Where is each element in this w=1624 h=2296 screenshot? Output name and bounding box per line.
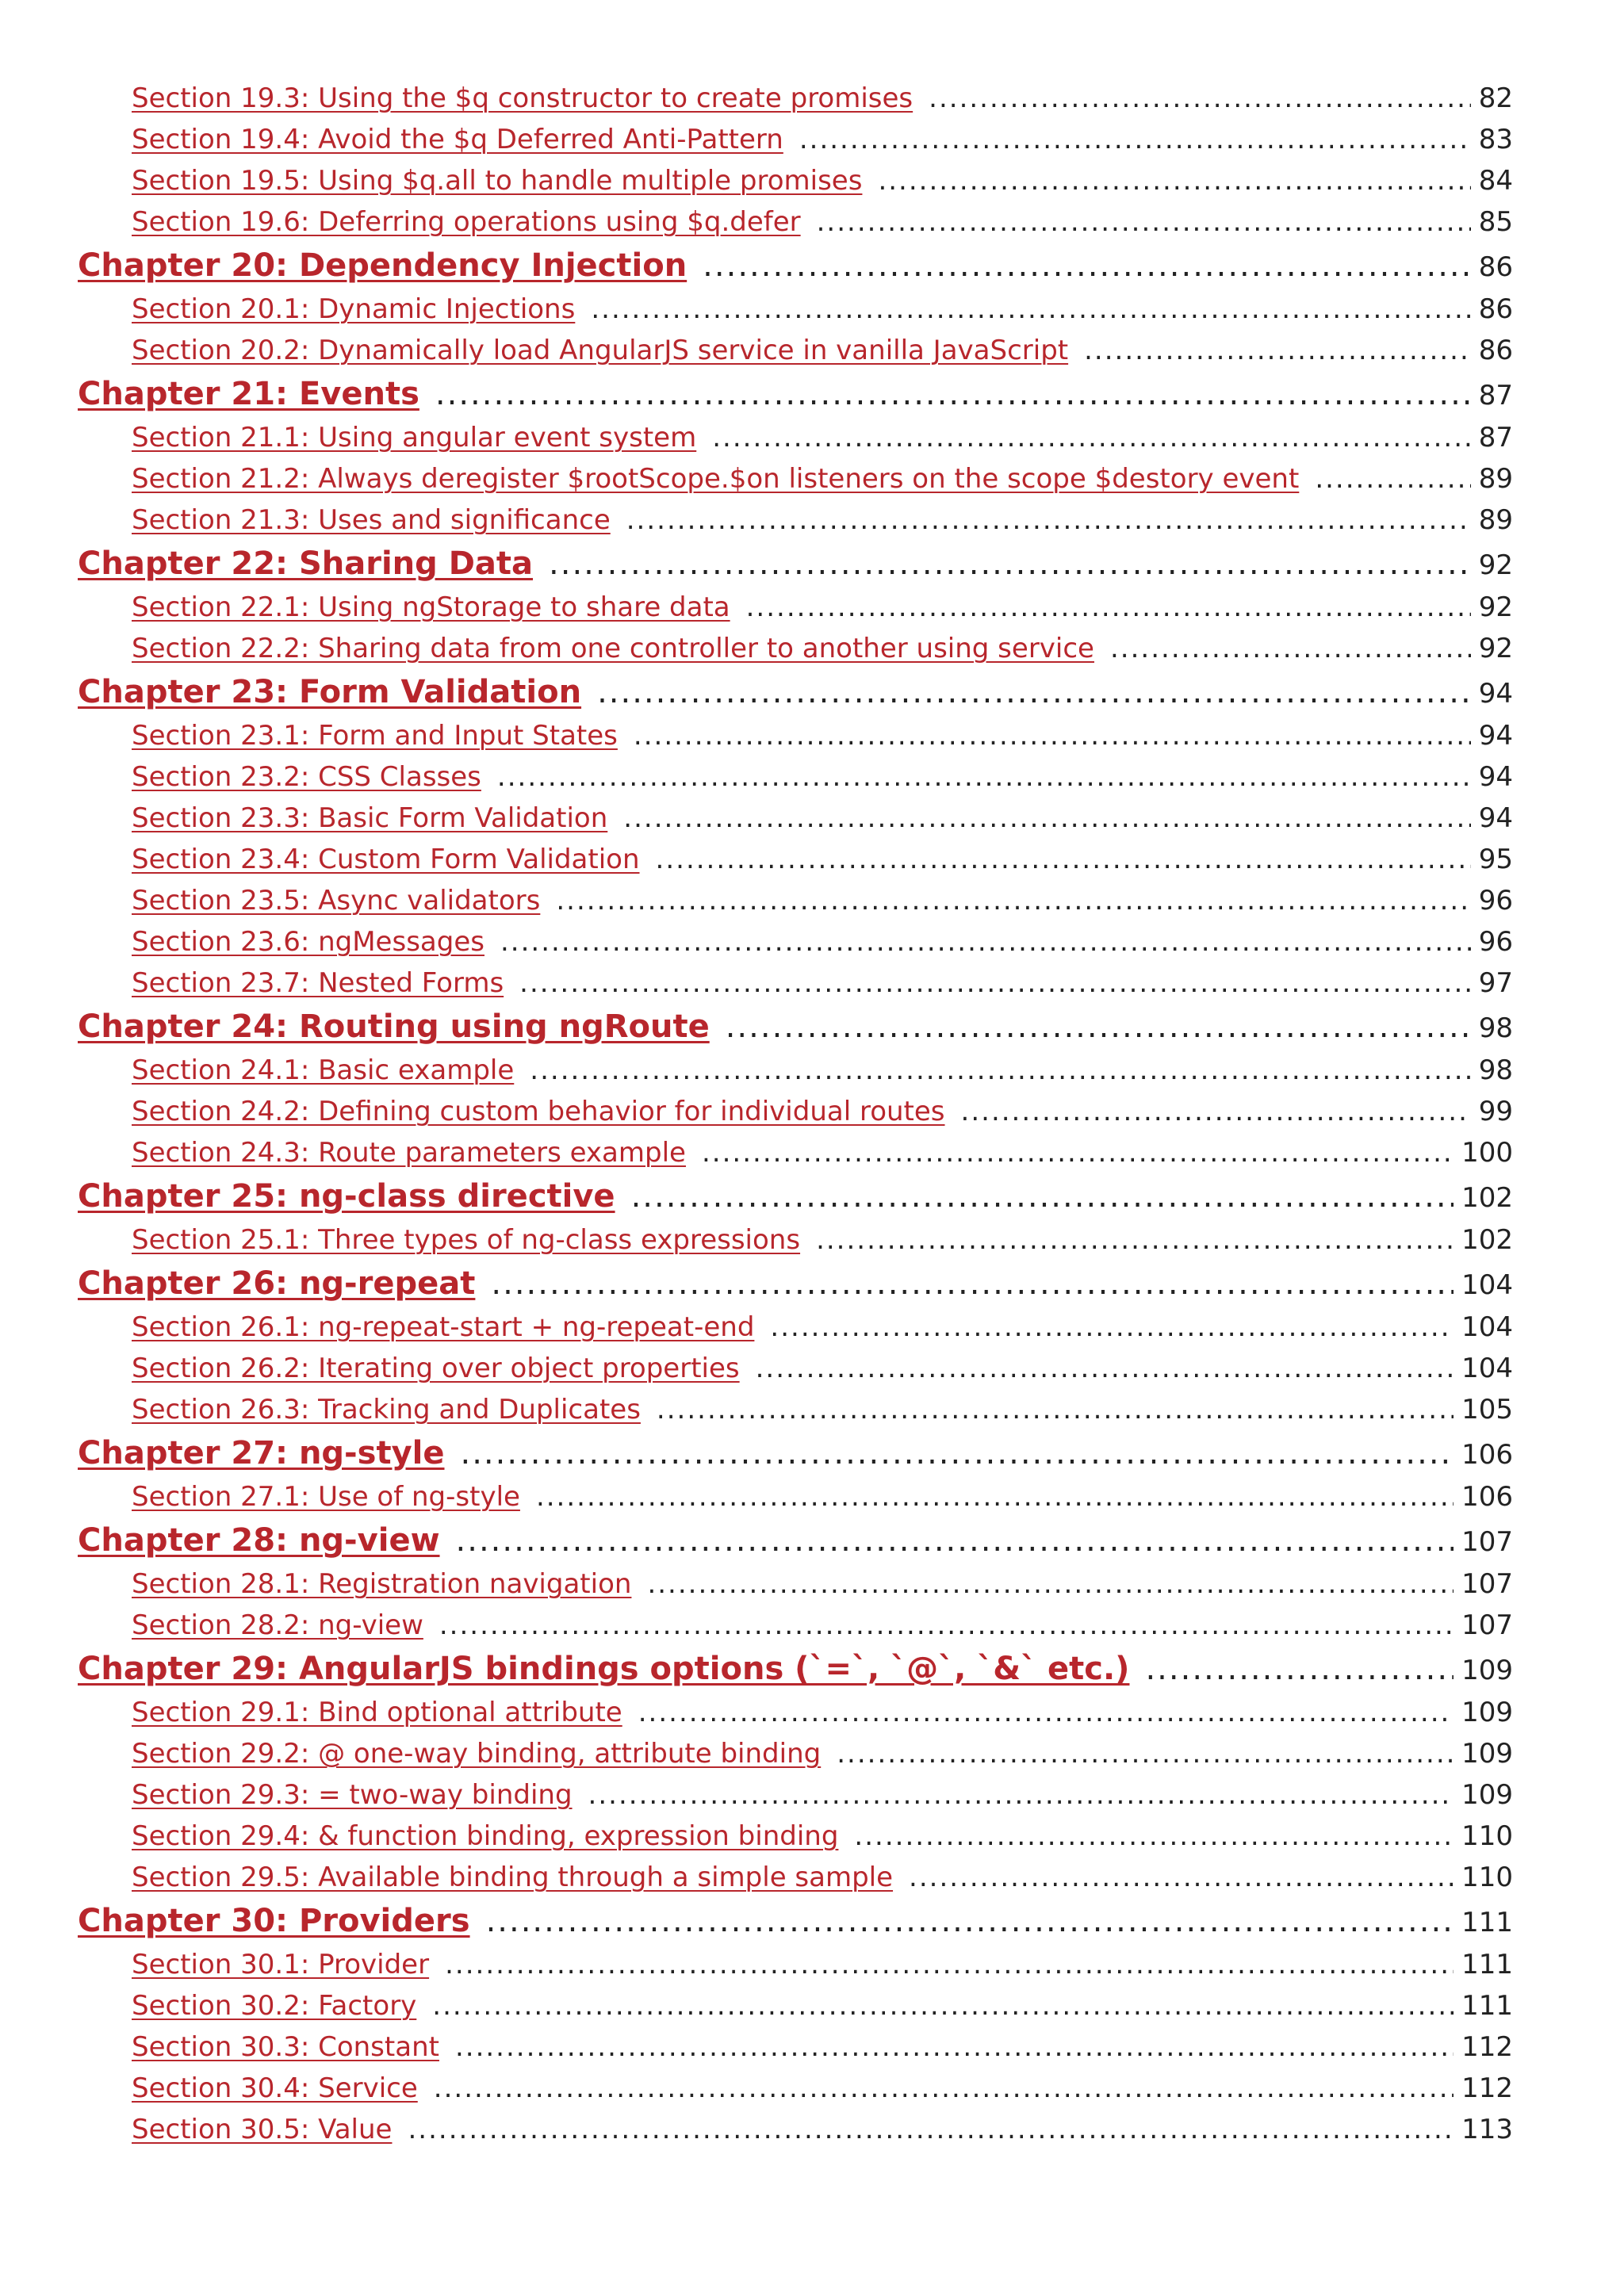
toc-section-row[interactable] — [78, 715, 1513, 756]
page-number: 109 — [1461, 1655, 1513, 1686]
page-number: 109 — [1461, 1697, 1513, 1728]
dot-leader — [588, 1774, 1454, 1816]
toc-section-row[interactable] — [78, 119, 1513, 160]
toc-section-row[interactable] — [78, 201, 1513, 243]
section-link[interactable]: Section 19.6: Deferring operations using $q.defer — [132, 206, 801, 238]
page-number: 99 — [1478, 1096, 1513, 1127]
toc-chapter-row[interactable] — [78, 1173, 1513, 1219]
page-number: 104 — [1461, 1353, 1513, 1384]
chapter-link[interactable]: Chapter 20: Dependency Injection — [78, 247, 688, 284]
chapter-link[interactable]: Chapter 21: Events — [78, 376, 419, 412]
page-number: 92 — [1478, 591, 1513, 623]
section-link[interactable]: Section 26.2: Iterating over object properties — [132, 1353, 740, 1384]
section-link[interactable]: Section 30.5: Value — [132, 2114, 393, 2145]
dot-leader — [631, 1173, 1454, 1219]
page-number: 89 — [1478, 463, 1513, 495]
toc-section-row[interactable] — [78, 1605, 1513, 1646]
toc-section-row[interactable] — [78, 1857, 1513, 1898]
toc-section-row[interactable] — [78, 880, 1513, 921]
page-number: 102 — [1461, 1224, 1513, 1256]
section-link[interactable]: Section 23.6: ngMessages — [132, 926, 485, 958]
toc-chapter-row[interactable] — [78, 1004, 1513, 1050]
section-link[interactable]: Section 24.3: Route parameters example — [132, 1137, 686, 1169]
toc-section-row[interactable] — [78, 1219, 1513, 1261]
toc-section-row[interactable] — [78, 1985, 1513, 2026]
toc-section-row[interactable] — [78, 78, 1513, 119]
page-number: 109 — [1461, 1738, 1513, 1770]
section-link[interactable]: Section 23.3: Basic Form Validation — [132, 802, 608, 834]
dot-leader — [1315, 458, 1470, 499]
toc-section-row[interactable] — [78, 289, 1513, 330]
section-link[interactable]: Section 23.5: Async validators — [132, 885, 541, 916]
dot-leader — [432, 1985, 1454, 2026]
section-link[interactable]: Section 26.3: Tracking and Duplicates — [132, 1394, 641, 1425]
page-number: 92 — [1478, 549, 1513, 581]
table-of-contents — [78, 78, 1513, 2150]
toc-section-row[interactable] — [78, 1091, 1513, 1132]
dot-leader — [434, 2068, 1454, 2109]
section-link[interactable]: Section 21.1: Using angular event system — [132, 422, 697, 453]
dot-leader — [591, 289, 1470, 330]
page-number: 94 — [1478, 720, 1513, 752]
dot-leader — [626, 499, 1471, 541]
dot-leader — [634, 715, 1471, 756]
chapter-link[interactable]: Chapter 23: Form Validation — [78, 674, 582, 710]
section-link[interactable]: Section 30.1: Provider — [132, 1949, 430, 1980]
dot-leader — [519, 962, 1471, 1004]
toc-section-row[interactable] — [78, 1348, 1513, 1389]
dot-leader — [854, 1816, 1454, 1857]
dot-leader — [961, 1091, 1471, 1132]
dot-leader — [712, 417, 1471, 458]
section-link[interactable]: Section 29.4: & function binding, expression binding — [132, 1820, 839, 1852]
section-link[interactable]: Section 30.4: Service — [132, 2072, 418, 2104]
dot-leader — [656, 839, 1471, 880]
page-number: 111 — [1461, 1907, 1513, 1938]
section-link[interactable]: Section 30.2: Factory — [132, 1990, 417, 2022]
section-link[interactable]: Section 22.2: Sharing data from one controller to another using service — [132, 633, 1094, 664]
dot-leader — [746, 587, 1471, 628]
toc-section-row[interactable] — [78, 587, 1513, 628]
page-number: 86 — [1478, 251, 1513, 283]
chapter-link[interactable]: Chapter 28: ng-view — [78, 1522, 440, 1559]
toc-section-row[interactable] — [78, 1774, 1513, 1816]
section-link[interactable]: Section 23.1: Form and Input States — [132, 720, 618, 752]
dot-leader — [455, 2026, 1454, 2068]
page-number: 110 — [1461, 1820, 1513, 1852]
section-link[interactable]: Section 30.3: Constant — [132, 2031, 439, 2063]
page-number: 94 — [1478, 761, 1513, 793]
dot-leader — [408, 2109, 1454, 2150]
page-number: 112 — [1461, 2031, 1513, 2063]
toc-section-row[interactable] — [78, 1733, 1513, 1774]
page-number: 110 — [1461, 1862, 1513, 1893]
toc-section-row[interactable] — [78, 458, 1513, 499]
dot-leader — [909, 1857, 1454, 1898]
toc-chapter-row[interactable] — [78, 1261, 1513, 1307]
page-number: 87 — [1478, 380, 1513, 411]
page-number: 105 — [1461, 1394, 1513, 1425]
section-link[interactable]: Section 19.4: Avoid the $q Deferred Anti-Pattern — [132, 124, 783, 155]
dot-leader — [1145, 1646, 1454, 1692]
section-link[interactable]: Section 27.1: Use of ng-style — [132, 1481, 520, 1513]
dot-leader — [536, 1476, 1454, 1517]
toc-section-row[interactable] — [78, 1692, 1513, 1733]
page-number: 104 — [1461, 1269, 1513, 1301]
toc-section-row[interactable] — [78, 499, 1513, 541]
dot-leader — [549, 541, 1471, 587]
dot-leader — [647, 1563, 1454, 1605]
toc-section-row[interactable] — [78, 1389, 1513, 1430]
page-number: 86 — [1478, 335, 1513, 366]
dot-leader — [703, 243, 1471, 289]
section-link[interactable]: Section 26.1: ng-repeat-start + ng-repeat-end — [132, 1311, 755, 1343]
dot-leader — [756, 1348, 1454, 1389]
page-number: 111 — [1461, 1990, 1513, 2022]
section-link[interactable]: Section 21.2: Always deregister $rootScope.$on listeners on the scope $destory event — [132, 463, 1300, 495]
section-link[interactable]: Section 23.7: Nested Forms — [132, 967, 504, 999]
toc-chapter-row[interactable] — [78, 1517, 1513, 1563]
chapter-link[interactable]: Chapter 25: ng-class directive — [78, 1178, 615, 1215]
dot-leader — [456, 1517, 1454, 1563]
section-link[interactable]: Section 25.1: Three types of ng-class expressions — [132, 1224, 801, 1256]
toc-section-row[interactable] — [78, 2026, 1513, 2068]
dot-leader — [530, 1050, 1470, 1091]
dot-leader — [500, 921, 1471, 962]
dot-leader — [817, 201, 1471, 243]
toc-section-row[interactable] — [78, 1563, 1513, 1605]
section-link[interactable]: Section 29.2: @ one-way binding, attribute binding — [132, 1738, 822, 1770]
dot-leader — [461, 1430, 1454, 1476]
dot-leader — [486, 1898, 1454, 1944]
toc-section-row[interactable] — [78, 1476, 1513, 1517]
dot-leader — [726, 1004, 1471, 1050]
toc-chapter-row[interactable] — [78, 669, 1513, 715]
chapter-link[interactable]: Chapter 27: ng-style — [78, 1435, 445, 1471]
section-link[interactable]: Section 23.2: CSS Classes — [132, 761, 481, 793]
section-link[interactable]: Section 22.1: Using ngStorage to share data — [132, 591, 730, 623]
page-number: 113 — [1461, 2114, 1513, 2145]
toc-chapter-row[interactable] — [78, 541, 1513, 587]
dot-leader — [1110, 628, 1471, 669]
section-link[interactable]: Section 20.1: Dynamic Injections — [132, 293, 576, 325]
page-number: 87 — [1478, 422, 1513, 453]
dot-leader — [491, 1261, 1454, 1307]
dot-leader — [929, 78, 1471, 119]
page-number: 95 — [1478, 844, 1513, 875]
section-link[interactable]: Section 28.2: ng-view — [132, 1609, 423, 1641]
page-number: 89 — [1478, 504, 1513, 536]
section-link[interactable]: Section 19.5: Using $q.all to handle multiple promises — [132, 165, 863, 197]
page-number: 107 — [1461, 1609, 1513, 1641]
dot-leader — [556, 880, 1470, 921]
toc-section-row[interactable] — [78, 921, 1513, 962]
toc-section-row[interactable] — [78, 2109, 1513, 2150]
toc-section-row[interactable] — [78, 798, 1513, 839]
section-link[interactable]: Section 29.3: = two-way binding — [132, 1779, 573, 1811]
section-link[interactable]: Section 19.3: Using the $q constructor to create promises — [132, 82, 914, 114]
toc-section-row[interactable] — [78, 330, 1513, 371]
dot-leader — [770, 1307, 1454, 1348]
chapter-link[interactable]: Chapter 26: ng-repeat — [78, 1265, 476, 1302]
toc-section-row[interactable] — [78, 1132, 1513, 1173]
section-link[interactable]: Section 28.1: Registration navigation — [132, 1568, 632, 1600]
section-link[interactable]: Section 24.1: Basic example — [132, 1054, 515, 1086]
dot-leader — [799, 119, 1471, 160]
page-number: 102 — [1461, 1182, 1513, 1214]
toc-section-row[interactable] — [78, 2068, 1513, 2109]
section-link[interactable]: Section 20.2: Dynamically load AngularJS service in vanilla JavaScript — [132, 335, 1069, 366]
page-number: 100 — [1461, 1137, 1513, 1169]
page-number: 96 — [1478, 885, 1513, 916]
dot-leader — [1084, 330, 1471, 371]
toc-section-row[interactable] — [78, 628, 1513, 669]
dot-leader — [837, 1733, 1454, 1774]
toc-chapter-row[interactable] — [78, 1430, 1513, 1476]
dot-leader — [638, 1692, 1454, 1733]
page-number: 104 — [1461, 1311, 1513, 1343]
page-number: 86 — [1478, 293, 1513, 325]
dot-leader — [435, 371, 1471, 417]
toc-chapter-row[interactable] — [78, 371, 1513, 417]
chapter-link[interactable]: Chapter 24: Routing using ngRoute — [78, 1008, 710, 1045]
toc-chapter-row[interactable] — [78, 243, 1513, 289]
toc-section-row[interactable] — [78, 962, 1513, 1004]
toc-section-row[interactable] — [78, 417, 1513, 458]
page-number: 94 — [1478, 802, 1513, 834]
dot-leader — [702, 1132, 1454, 1173]
section-link[interactable]: Section 21.3: Uses and significance — [132, 504, 611, 536]
toc-section-row[interactable] — [78, 1944, 1513, 1985]
page-number: 82 — [1478, 82, 1513, 114]
page-number: 109 — [1461, 1779, 1513, 1811]
chapter-link[interactable]: Chapter 29: AngularJS bindings options (`=`, `@`, `&` etc.) — [78, 1651, 1130, 1687]
dot-leader — [816, 1219, 1454, 1261]
page-number: 92 — [1478, 633, 1513, 664]
toc-section-row[interactable] — [78, 839, 1513, 880]
section-link[interactable]: Section 24.2: Defining custom behavior for individual routes — [132, 1096, 945, 1127]
toc-section-row[interactable] — [78, 1816, 1513, 1857]
section-link[interactable]: Section 29.5: Available binding through a simple sample — [132, 1862, 894, 1893]
chapter-link[interactable]: Chapter 30: Providers — [78, 1903, 470, 1939]
toc-section-row[interactable] — [78, 1307, 1513, 1348]
dot-leader — [623, 798, 1470, 839]
page-number: 83 — [1478, 124, 1513, 155]
section-link[interactable]: Section 29.1: Bind optional attribute — [132, 1697, 622, 1728]
page-number: 111 — [1461, 1949, 1513, 1980]
dot-leader — [497, 756, 1471, 798]
dot-leader — [439, 1605, 1454, 1646]
chapter-link[interactable]: Chapter 22: Sharing Data — [78, 545, 534, 582]
toc-section-row[interactable] — [78, 160, 1513, 201]
page-number: 94 — [1478, 678, 1513, 710]
dot-leader — [878, 160, 1470, 201]
page-number: 98 — [1478, 1012, 1513, 1044]
page-number: 107 — [1461, 1568, 1513, 1600]
page-number: 84 — [1478, 165, 1513, 197]
page-number: 112 — [1461, 2072, 1513, 2104]
dot-leader — [657, 1389, 1454, 1430]
toc-chapter-row[interactable] — [78, 1898, 1513, 1944]
page-number: 96 — [1478, 926, 1513, 958]
dot-leader — [445, 1944, 1454, 1985]
dot-leader — [597, 669, 1471, 715]
page-number: 106 — [1461, 1439, 1513, 1471]
page-number: 97 — [1478, 967, 1513, 999]
toc-section-row[interactable] — [78, 1050, 1513, 1091]
toc-chapter-row[interactable] — [78, 1646, 1513, 1692]
page-number: 107 — [1461, 1526, 1513, 1558]
section-link[interactable]: Section 23.4: Custom Form Validation — [132, 844, 640, 875]
page-number: 106 — [1461, 1481, 1513, 1513]
page-number: 98 — [1478, 1054, 1513, 1086]
page-number: 85 — [1478, 206, 1513, 238]
toc-section-row[interactable] — [78, 756, 1513, 798]
